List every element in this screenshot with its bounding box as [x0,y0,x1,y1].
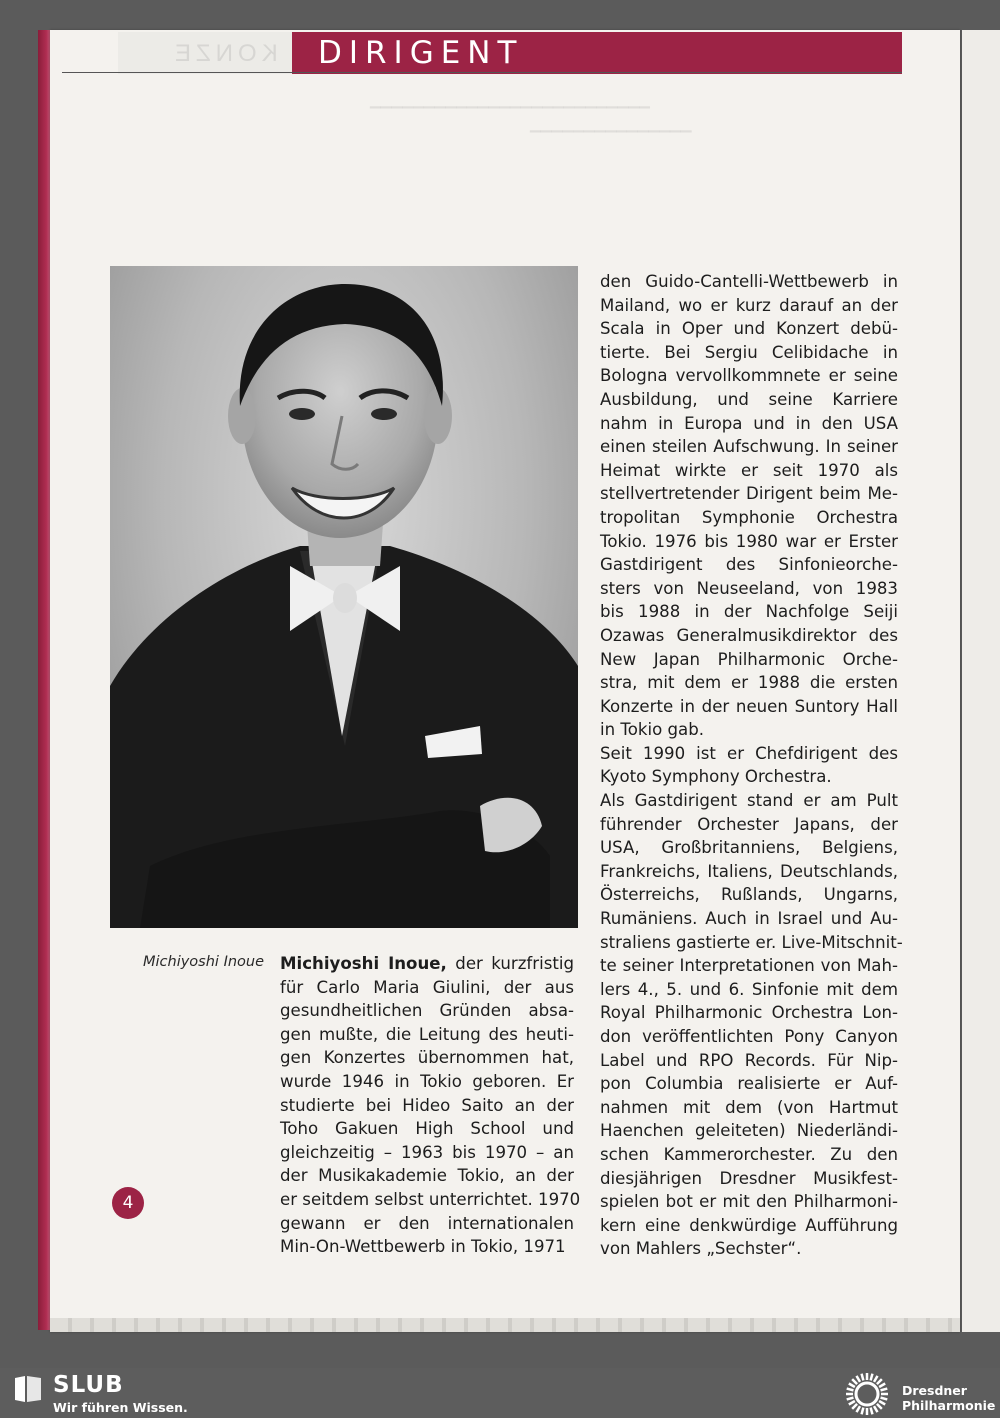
article-line: Bologna vervollkommnete er seine [600,366,898,386]
article-line [280,952,574,976]
article-line: Frankreichs, Italiens, Deutschlands, [600,861,898,881]
article-line: tropolitan Symphonie Orchestra [600,507,898,527]
article-line: lers 4., 5. und 6. Sinfonie mit dem [600,979,898,999]
article-line: bis 1988 in der Nachfolge Seiji [600,602,898,622]
photo-caption: Michiyoshi Inoue [143,954,265,970]
header-show-through: KONZE [170,40,278,67]
article-line: Konzerte in der neuen Suntory Hall [600,696,898,716]
article-line: studierte bei Hideo Saito an der [280,1095,574,1115]
article-line: don veröffentlichten Pony Canyon [600,1027,898,1046]
article-column-right [600,270,903,1261]
article-column-left [280,952,581,1259]
article-line: Toho Gakuen High School und [280,1119,574,1139]
philharmonie-sunburst-icon [842,1371,892,1417]
article-line: Mailand, wo er kurz darauf an der [600,295,898,315]
partner-logo-line-2: Philharmonie [902,1398,996,1413]
article-line: kern eine denkwürdige Aufführung [600,1215,898,1235]
article-line: sters von Neuseeland, von 1983 [600,578,898,598]
article-line: pon Columbia realisierte er Auf- [600,1074,898,1094]
article-line: er seitdem selbst unterrichtet. 1970 [280,1189,581,1209]
article-line: Gastdirigent des Sinfonieorche- [600,555,898,575]
article-line: USA, Großbritanniens, Belgiens, [600,838,898,858]
article-line: Heimat wirkte er seit 1970 als [600,460,898,480]
article-line: Min-On-Wettbewerb in Tokio, 1971 [280,1237,566,1257]
page-number-badge: 4 [112,1187,144,1219]
library-logo-text: SLUB [53,1372,124,1398]
article-line: Scala in Oper und Konzert debü- [600,319,898,339]
article-line: gewann er den internationalen [280,1213,574,1233]
article-line: Kyoto Symphony Orchestra. [600,767,832,787]
lead-name: Michiyoshi Inoue, [280,954,447,973]
article-line: Royal Philharmonic Orchestra Lon- [600,1003,898,1023]
article-line: te seiner Interpretationen von Mah- [600,956,898,976]
article-line-text: der kurzfristig [446,954,574,973]
article-line: gleichzeitig – 1963 bis 1970 – an [280,1142,574,1162]
article-line: stra, mit dem er 1988 die ersten [600,673,898,693]
reverse-side-show-through-2: ▁▁▁▁▁▁▁▁▁▁▁▁▁▁▁ [530,116,692,132]
article-line: schen Kammerorchester. Zu den [600,1144,898,1164]
slub-book-icon [12,1373,44,1405]
article-line: gen Konzertes übernommen hat, [280,1048,574,1068]
article-line: New Japan Philharmonic Orche- [600,649,898,669]
portrait-illustration [110,266,578,928]
article-line: den Guido-Cantelli-Wettbewerb in [600,272,898,291]
article-line: der Musikakademie Tokio, an der [280,1166,574,1186]
article-line: stellvertretender Dirigent beim Me- [600,484,898,504]
article-line: gesundheitlichen Gründen absa- [280,1001,574,1021]
article-line: von Mahlers „Sechster“. [600,1239,802,1259]
article-line: führender Orchester Japans, der [600,814,898,834]
article-line: wurde 1946 in Tokio geboren. Er [280,1071,574,1091]
article-line: straliens gastierte er. Live-Mitschnit- [600,932,903,952]
article-line: Rumäniens. Auch in Israel und Au- [600,909,898,929]
reverse-side-show-through: ▁▁▁▁▁▁▁▁▁▁▁▁▁▁▁▁▁▁▁▁▁▁▁▁▁▁ [370,92,650,108]
article-line: Ausbildung, und seine Karriere [600,389,898,409]
article-line: nahm in Europa und in den USA [600,413,898,433]
page-bottom-edge [50,1318,960,1332]
article-line: einen steilen Aufschwung. In seiner [600,437,898,457]
article-line: tierte. Bei Sergiu Celibidache in [600,342,898,362]
article-line: Österreichs, Rußlands, Ungarns, [600,885,898,905]
article-line: Label und RPO Records. Für Nip- [600,1050,898,1070]
article-line: diesjährigen Dresdner Musikfest- [600,1168,898,1188]
article-line: nahmen mit dem (von Hartmut [600,1097,898,1117]
adjacent-page-edge [962,30,1000,1332]
partner-logo-line-1: Dresdner [902,1383,967,1398]
header-rule [62,72,902,73]
library-tagline: Wir führen Wissen. [53,1400,188,1415]
article-line: für Carlo Maria Giulini, der aus [280,977,574,997]
page-title: DIRIGENT [318,35,524,71]
article-line: Seit 1990 ist er Chefdirigent des [600,743,898,763]
article-line: Als Gastdirigent stand er am Pult [600,791,898,811]
article-line: spielen bot er mit den Philharmoni- [600,1192,898,1212]
article-line: gen mußte, die Leitung des heuti- [280,1024,574,1044]
article-line: in Tokio gab. [600,720,705,740]
article-line: Ozawas Generalmusikdirektor des [600,625,898,645]
article-line: Tokio. 1976 bis 1980 war er Erster [600,531,898,551]
article-line: Haenchen geleiteten) Niederländi- [600,1121,898,1141]
conductor-portrait-photo [110,266,578,928]
